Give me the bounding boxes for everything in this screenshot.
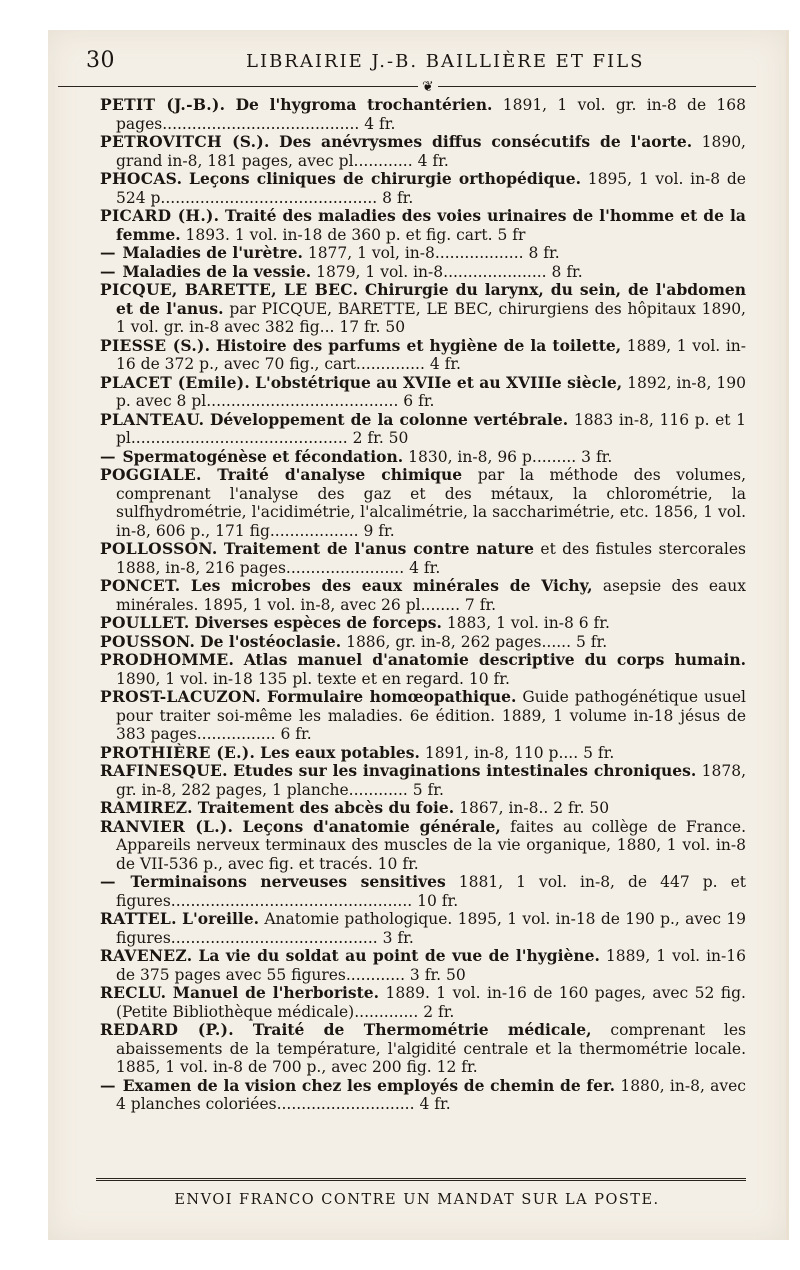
entry-title: Examen de la vision chez les employés de chemin de fer. (122, 1075, 616, 1095)
catalogue-list (100, 96, 746, 1114)
footer-notice: ENVOI FRANCO CONTRE UN MANDAT SUR LA POSTE. (174, 1192, 660, 1208)
catalogue-entry (100, 633, 746, 652)
catalogue-entry (100, 1077, 746, 1114)
entry-details: comprenant les abaissements de la température, l'algidité centrale et la thermométrie locale. 1885, 1 vol. in-8 de 700 p., avec 200 fig. 12 fr. (116, 1021, 746, 1076)
entry-details: 1890, grand in-8, 181 pages, avec pl............ 4 fr. (116, 133, 746, 170)
catalogue-entry (100, 577, 746, 614)
entry-title: Traitement des abcès du foie. (197, 798, 455, 817)
entry-details: par PICQUE, BARETTE, LE BEC, chirurgiens des hôpitaux 1890, 1 vol. gr. in-8 avec 382 fig... 17 fr. 50 (116, 299, 746, 336)
entry-author: POUSSON. (100, 631, 196, 651)
catalogue-entry (100, 910, 746, 947)
entry-details: 1891, in-8, 110 p.... 5 fr. (424, 743, 615, 762)
entry-author: RANVIER (L.). (100, 816, 234, 836)
catalogue-entry (100, 96, 746, 133)
entry-author: POGGIALE. (100, 465, 202, 484)
entry-details: 1889. 1 vol. in-16 de 160 pages, avec 52 fig. (Petite Bibliothèque médicale)............. 2 fr. (116, 984, 746, 1021)
entry-title: Etudes sur les invaginations intestinales chroniques. (233, 761, 697, 780)
entry-title: De l'hygroma trochantérien. (235, 95, 493, 114)
catalogue-entry (100, 540, 746, 577)
entry-details: 1880, in-8, avec 4 planches coloriées............................ 4 fr. (116, 1076, 746, 1113)
entry-dash: — (100, 261, 116, 281)
catalogue-entry (100, 466, 746, 540)
entry-details: 1878, gr. in-8, 282 pages, 1 planche............ 5 fr. (116, 762, 746, 799)
entry-title: Maladies de la vessie. (122, 261, 312, 281)
entry-author: PETIT (J.-B.). (100, 95, 226, 114)
footer-rule (96, 1178, 746, 1184)
catalogue-entry (100, 762, 746, 799)
entry-details: 1881, 1 vol. in-8, de 447 p. et figures................................................. 10 fr. (116, 873, 746, 910)
catalogue-entry (100, 170, 746, 207)
entry-details: 1877, 1 vol, in-8.................. 8 fr. (307, 244, 560, 262)
entry-details: 1892, in-8, 190 p. avec 8 pl....................................... 6 fr. (116, 373, 746, 410)
entry-title: Manuel de l'herboriste. (172, 983, 380, 1002)
entry-author: PICQUE, BARETTE, LE BEC. (100, 280, 359, 299)
entry-details: 1879, 1 vol. in-8..................... 8 fr. (316, 262, 583, 281)
page-header (86, 48, 770, 76)
catalogue-entry (100, 133, 746, 170)
entry-dash: — (100, 243, 116, 262)
entry-author: RAMIREZ. (100, 798, 193, 817)
entry-details: 1883 in-8, 116 p. et 1 pl............................................ 2 fr. 50 (116, 410, 747, 447)
entry-author: RAVENEZ. (100, 946, 193, 965)
entry-title: La vie du soldat au point de vue de l'hygiène. (198, 946, 600, 965)
entry-title: Traité des maladies des voies urinaires de l'homme et de la femme. (116, 206, 746, 244)
entry-details: 1886, gr. in-8, 262 pages...... 5 fr. (346, 632, 608, 651)
entry-title: Formulaire homœopathique. (266, 687, 517, 706)
catalogue-entry (100, 263, 746, 282)
entry-details: 1889, 1 vol. in-16 de 375 pages avec 55 figures............ 3 fr. 50 (116, 947, 747, 984)
entry-details: 1883, 1 vol. in-8 6 fr. (446, 614, 610, 632)
catalogue-entry (100, 281, 746, 337)
entry-title: Atlas manuel d'anatomie descriptive du corps humain. (243, 650, 746, 669)
entry-title: Diverses espèces de forceps. (194, 613, 442, 632)
entry-title: Leçons cliniques de chirurgie orthopédique. (189, 169, 581, 188)
catalogue-entry (100, 448, 746, 467)
header-rule (58, 79, 756, 95)
entry-details: 1890, 1 vol. in-18 135 pl. texte et en regard. 10 fr. (116, 669, 510, 688)
catalogue-entry (100, 688, 746, 744)
entry-title: Traitement de l'anus contre nature (223, 539, 535, 558)
entry-title: Développement de la colonne vertébrale. (209, 409, 569, 429)
entry-author: RAFINESQUE. (100, 761, 228, 780)
entry-author: RATTEL. (100, 909, 177, 928)
catalogue-entry (100, 614, 746, 633)
entry-author: REDARD (P.). (100, 1020, 234, 1039)
entry-dash: — (100, 1075, 116, 1095)
entry-dash: — (100, 446, 116, 466)
entry-author: PLANTEAU. (100, 409, 205, 429)
entry-title: Les microbes des eaux minérales de Vichy, (190, 576, 593, 595)
catalogue-entry (100, 374, 746, 411)
entry-title: Des anévrysmes diffus consécutifs de l'aorte. (279, 132, 693, 151)
catalogue-entry (100, 873, 746, 910)
entry-dash: — (100, 872, 116, 891)
entry-title: Terminaisons nerveuses sensitives (130, 872, 446, 891)
entry-author: RECLU. (100, 983, 167, 1002)
entry-details: 1895, 1 vol. in-8 de 524 p............................................ 8 fr. (116, 170, 746, 207)
catalogue-entry (100, 244, 746, 263)
catalogue-entry (100, 337, 746, 374)
catalogue-entry (100, 411, 746, 448)
catalogue-entry (100, 984, 746, 1021)
catalogue-entry (100, 744, 746, 763)
entry-author: PIESSE (S.). (100, 335, 211, 355)
entry-author: PLACET (Emile). (100, 372, 251, 392)
page-number: 30 (86, 48, 115, 73)
entry-title: De l'ostéoclasie. (200, 631, 342, 651)
entry-details: asepsie des eaux minérales. 1895, 1 vol. in-8, avec 26 pl........ 7 fr. (116, 577, 746, 614)
entry-title: Leçons d'anatomie générale, (242, 816, 501, 836)
entry-details: 1893. 1 vol. in-18 de 360 p. et fig. cart. 5 fr (185, 225, 526, 244)
entry-title: Spermatogénèse et fécondation. (122, 446, 404, 466)
catalogue-entry (100, 947, 746, 984)
entry-author: POULLET. (100, 613, 190, 632)
entry-title: Maladies de l'urètre. (122, 243, 303, 262)
entry-author: POLLOSSON. (100, 539, 218, 558)
catalogue-entry (100, 818, 746, 874)
entry-details: par la méthode des volumes, comprenant l'analyse des gaz et des métaux, la chlorométrie, la sulfhydrométrie, l'acidimétrie, l'alcalimétrie, la saccharimétrie, etc. 1856, 1 vol. in-8, 606 p., 171 fig.................. 9 fr. (116, 466, 746, 540)
catalogue-entry (100, 799, 746, 818)
entry-title: Traité de Thermométrie médicale, (252, 1020, 592, 1039)
catalogue-entry (100, 207, 746, 244)
entry-details: Anatomie pathologique. 1895, 1 vol. in-18 de 190 p., avec 19 figures.......................................... 3 fr. (116, 910, 747, 947)
entry-author: PROST-LACUZON. (100, 687, 262, 706)
entry-details: faites au collège de France. Appareils nerveux terminaux des muscles de la vie organique, 1880, 1 vol. in-8 de VII-536 p., avec fig. et tracés. 10 fr. (116, 817, 747, 873)
entry-title: Les eaux potables. (260, 742, 420, 762)
rule-ornament: ❦ (418, 79, 438, 95)
entry-author: PICARD (H.). (100, 206, 220, 225)
entry-title: L'oreille. (182, 909, 260, 928)
entry-author: PETROVITCH (S.). (100, 132, 270, 151)
entry-details: Guide pathogénétique usuel pour traiter soi-même les maladies. 6e édition. 1889, 1 volume in-18 jésus de 383 pages................ 6 fr. (116, 688, 747, 743)
entry-author: PONCET. (100, 576, 181, 595)
book-page (48, 30, 789, 1240)
entry-details: 1830, in-8, 96 p......... 3 fr. (408, 447, 613, 466)
entry-author: PRODHOMME. (100, 650, 235, 669)
entry-details: 1867, in-8.. 2 fr. 50 (459, 799, 610, 817)
entry-details: 1891, 1 vol. gr. in-8 de 168 pages........................................ 4 fr. (116, 96, 747, 133)
entry-title: Histoire des parfums et hygiène de la toilette, (216, 335, 622, 355)
entry-author: PROTHIÈRE (E.). (100, 742, 256, 762)
catalogue-entry (100, 651, 746, 688)
entry-title: Chirurgie du larynx, du sein, de l'abdomen et de l'anus. (116, 280, 746, 318)
catalogue-entry (100, 1021, 746, 1077)
running-title: LIBRAIRIE J.-B. BAILLIÈRE ET FILS (246, 51, 645, 72)
entry-title: Traité d'analyse chimique (217, 465, 463, 484)
entry-author: PHOCAS. (100, 169, 183, 188)
entry-details: et des fistules stercorales 1888, in-8, 216 pages........................ 4 fr. (116, 540, 746, 577)
entry-details: 1889, 1 vol. in-16 de 372 p., avec 70 fig., cart.............. 4 fr. (116, 336, 747, 373)
entry-title: L'obstétrique au XVIIe et au XVIIIe siècle, (255, 372, 623, 392)
